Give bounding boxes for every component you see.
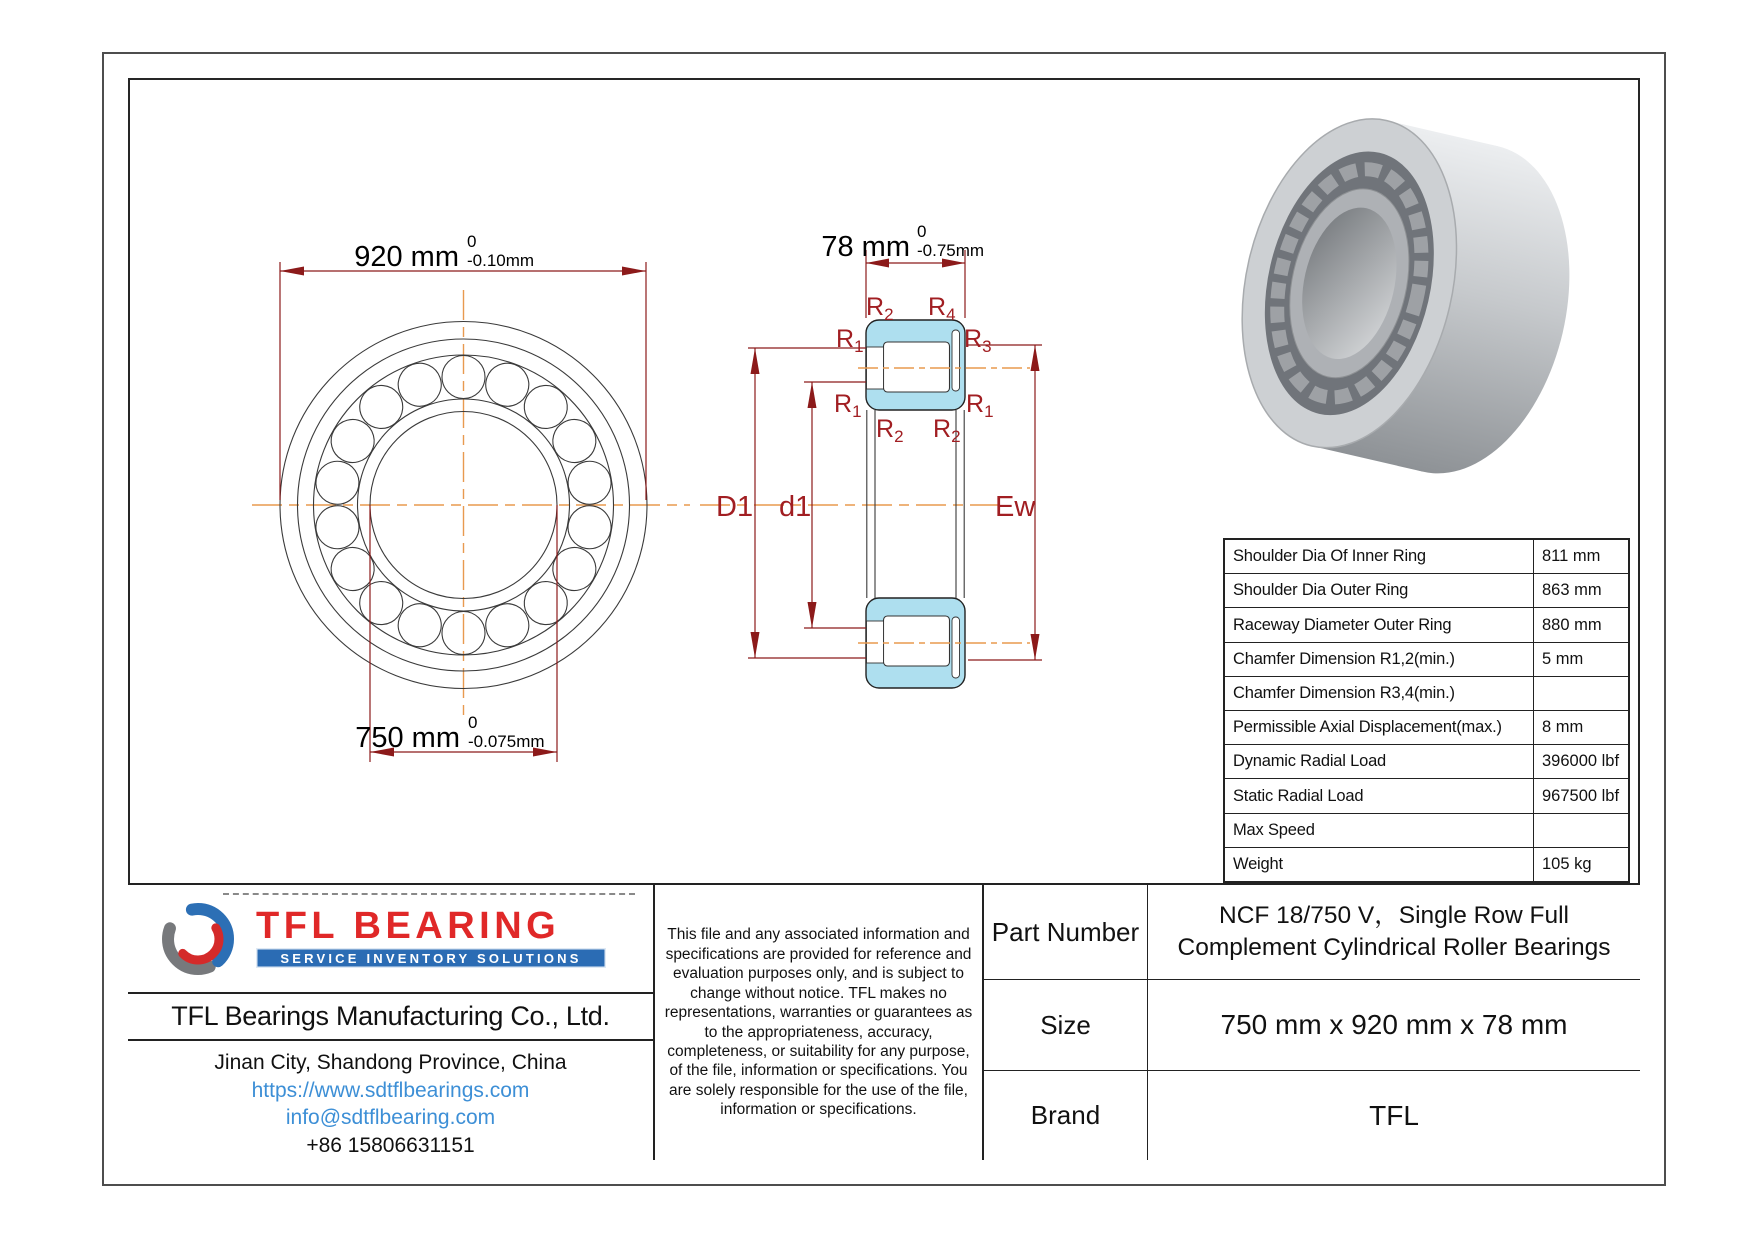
brand-row	[984, 1071, 1640, 1160]
table-row	[1225, 848, 1628, 881]
spec-label: Static Radial Load	[1225, 779, 1534, 812]
r2-top-left-label: $R_2$	[866, 293, 894, 324]
spec-label: Raceway Diameter Outer Ring	[1225, 608, 1534, 641]
r1-upper-left-label: $R_1$	[836, 325, 864, 356]
d1-lower-label: d1	[779, 491, 812, 523]
table-row	[1225, 711, 1628, 745]
brand-value: TFL	[1369, 1099, 1419, 1131]
title-block	[128, 883, 1640, 1160]
brand-label: Brand	[984, 1071, 1148, 1160]
table-row	[1225, 643, 1628, 677]
spec-label: Permissible Axial Displacement(max.)	[1225, 711, 1534, 744]
website-link[interactable]: https://www.sdtflbearings.com	[251, 1078, 530, 1102]
table-row	[1225, 608, 1628, 642]
spec-label: Chamfer Dimension R1,2(min.)	[1225, 643, 1534, 676]
outer-dim-tol-bottom: -0.10mm	[467, 251, 535, 270]
logo-dashed-line	[223, 893, 635, 895]
width-dimension	[821, 222, 984, 318]
size-row	[984, 980, 1640, 1071]
size-label: Size	[984, 980, 1148, 1070]
phone-number: +86 15806631151	[306, 1133, 475, 1157]
section-bottom-half	[858, 598, 1030, 688]
outer-dim-tol-top: 0	[467, 232, 477, 251]
spec-label: Dynamic Radial Load	[1225, 745, 1534, 778]
disclaimer-text: This file and any associated information and specifications are provided for reference and evaluation purposes only, and is subject to change without notice. TFL makes no representations, warranties or guarantees as to the appropriateness, accuracy, completeness, or suitability for any purpose, of the file, information or specifications. You are solely responsible for the use of the file, information or specifications.	[664, 926, 973, 1119]
ew-label: Ew	[995, 491, 1036, 523]
r4-top-right-label: $R_4$	[928, 293, 956, 324]
part-number-value: NCF 18/750 V，Single Row Full Complement Cylindrical Roller Bearings	[1177, 902, 1611, 961]
table-row	[1225, 677, 1628, 711]
section-top-half	[858, 320, 1030, 410]
width-dim-value: 78 mm	[821, 231, 910, 263]
size-value: 750 mm x 920 mm x 78 mm	[1220, 1009, 1568, 1040]
contact-block	[128, 1041, 653, 1160]
part-number-label: Part Number	[984, 885, 1148, 979]
part-info-table	[984, 885, 1640, 1160]
spec-value: 811 mm	[1542, 547, 1601, 566]
spec-value	[1534, 814, 1628, 847]
email-link[interactable]: info@sdtflbearing.com	[285, 1106, 496, 1129]
company-name: TFL Bearings Manufacturing Co., Ltd.	[128, 994, 653, 1041]
bore-dim-tol-bottom: -0.075mm	[468, 732, 545, 751]
table-row	[1225, 574, 1628, 608]
table-row	[1225, 779, 1628, 813]
table-row	[1225, 745, 1628, 779]
spec-value: 396000 lbf	[1542, 752, 1620, 771]
logo-text-block	[256, 907, 606, 968]
company-address: Jinan City, Shandong Province, China	[214, 1051, 567, 1074]
table-row	[1225, 814, 1628, 848]
width-dim-tol-top: 0	[917, 222, 927, 241]
spec-value: 880 mm	[1542, 615, 1602, 634]
spec-value: 863 mm	[1542, 581, 1602, 600]
front-view	[252, 232, 690, 762]
bore-dim-tol-top: 0	[468, 713, 478, 732]
bore-dim-value: 750 mm	[355, 722, 460, 754]
disclaimer-cell	[655, 885, 984, 1160]
bearing-photo	[1211, 97, 1600, 495]
spec-value	[1534, 677, 1628, 710]
r1-mid-right-label: $R_1$	[966, 390, 994, 421]
width-dim-tol-bottom: -0.75mm	[917, 241, 985, 260]
r2-lower-right-label: $R_2$	[933, 415, 961, 446]
part-number-row	[984, 885, 1640, 980]
section-view	[700, 222, 1042, 688]
spec-value: 5 mm	[1542, 649, 1584, 668]
roller-section-top	[884, 342, 950, 392]
r1-mid-left-label: $R_1$	[834, 390, 862, 421]
r2-lower-left-label: $R_2$	[876, 415, 904, 446]
spec-value: 105 kg	[1542, 854, 1592, 873]
logo-cell	[128, 885, 653, 994]
r3-upper-right-label: $R_3$	[964, 325, 992, 356]
tfl-swirl-logo-icon	[154, 895, 242, 983]
outer-dim-value: 920 mm	[354, 241, 459, 273]
spec-label: Shoulder Dia Outer Ring	[1225, 574, 1534, 607]
table-row	[1225, 540, 1628, 574]
logo-brand-text: TFL BEARING	[256, 905, 561, 947]
spec-table	[1223, 538, 1630, 883]
company-block	[128, 885, 655, 1160]
roller-section-bottom	[884, 616, 950, 666]
spec-value: 967500 lbf	[1542, 786, 1620, 805]
spec-value: 8 mm	[1542, 718, 1584, 737]
logo-tagline-bar: SERVICE INVENTORY SOLUTIONS	[256, 948, 606, 968]
d1-label: D1	[716, 491, 754, 523]
spec-label: Chamfer Dimension R3,4(min.)	[1225, 677, 1534, 710]
spec-label: Shoulder Dia Of Inner Ring	[1225, 540, 1534, 573]
spec-label: Weight	[1225, 848, 1534, 881]
spec-label: Max Speed	[1225, 814, 1534, 847]
